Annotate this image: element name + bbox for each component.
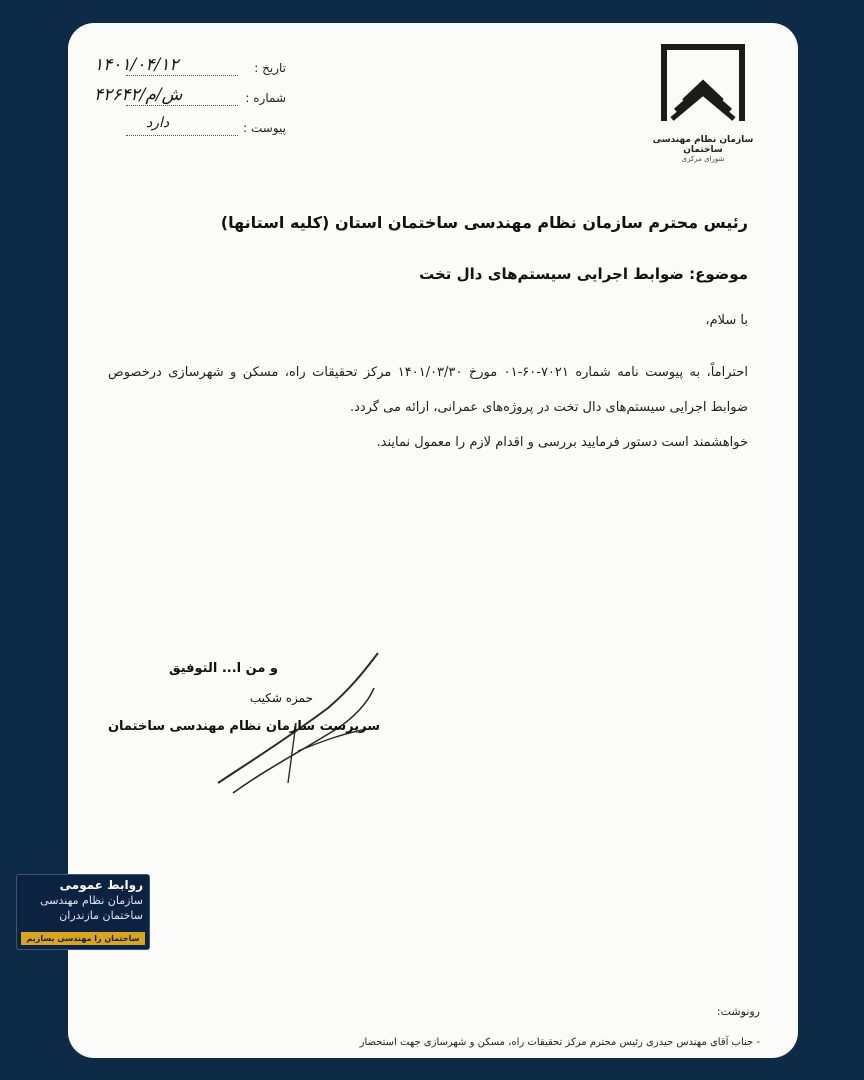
handwritten-signature-icon [178,633,438,803]
letter-page [68,23,798,1058]
meta-date-label: تاریخ : [254,61,286,75]
signature-title: سرپرست سازمان نظام مهندسی ساختمان [107,719,380,734]
recipient-heading: رئیس محترم سازمان نظام مهندسی ساختمان استان (کلیه استانها) [220,213,748,232]
badge-line-3: ساختمان مازندران [59,909,143,922]
cc-item: - جناب آقای مهندس حیدری رئیس محترم مرکز تحقیقات راه، مسکن و شهرسازی جهت استحضار [359,1037,760,1048]
meta-attachment-row [86,115,286,145]
letter-subject: موضوع: ضوابط اجرایی سیستم‌های دال تخت [419,265,748,283]
meta-attachment-dots [126,135,238,136]
meta-number-dots [126,105,238,106]
cc-label: رونوشت: [716,1005,760,1018]
letter-body [108,355,748,460]
meta-date-dots [126,75,238,76]
meta-date-row [86,55,286,85]
meta-number-row [86,85,286,115]
meta-attachment-label: پیوست : [243,121,286,135]
signature-name: حمزه شکیب [249,691,313,705]
letterhead-council: شورای مرکزی [681,155,725,163]
meta-attachment-value: دارد [146,115,170,131]
body-paragraph-2: خواهشمند است دستور فرمایید بررسی و اقدام لازم را معمول نمایند. [376,435,748,450]
public-relations-badge [16,874,150,950]
signature-block [107,653,438,803]
body-paragraph-1: احتراماً، به پیوست نامه شماره ۷۰۲۱-۶۰-۰۱ مورخ ۱۴۰۱/۰۳/۳۰ مرکز تحقیقات راه، مسکن و شهرسازی درخصوص ضوابط اجرایی سیستم‌های دال تخت در پروژه‌های عمرانی، ارائه می گردد. [108,365,748,415]
letter-greeting: با سلام، [705,313,748,328]
signature-closing: و من ا... التوفیق [168,661,278,676]
meta-number-label: شماره : [245,91,286,105]
letterhead-logo [643,41,763,191]
badge-tagline: ساختمان را مهندسی بسازیم [21,932,145,945]
letterhead-org-name: سازمان نظام مهندسی ساختمان [652,135,754,155]
badge-line-2: سازمان نظام مهندسی [40,894,143,907]
meta-date-value: ۱۴۰۱/۰۴/۱۲ [94,55,179,75]
letter-meta [86,55,286,145]
badge-line-1: روابط عمومی [59,878,143,892]
organization-logo-icon [658,41,748,131]
meta-number-value: ۴۲۶۴۲/ش/م [94,85,183,105]
